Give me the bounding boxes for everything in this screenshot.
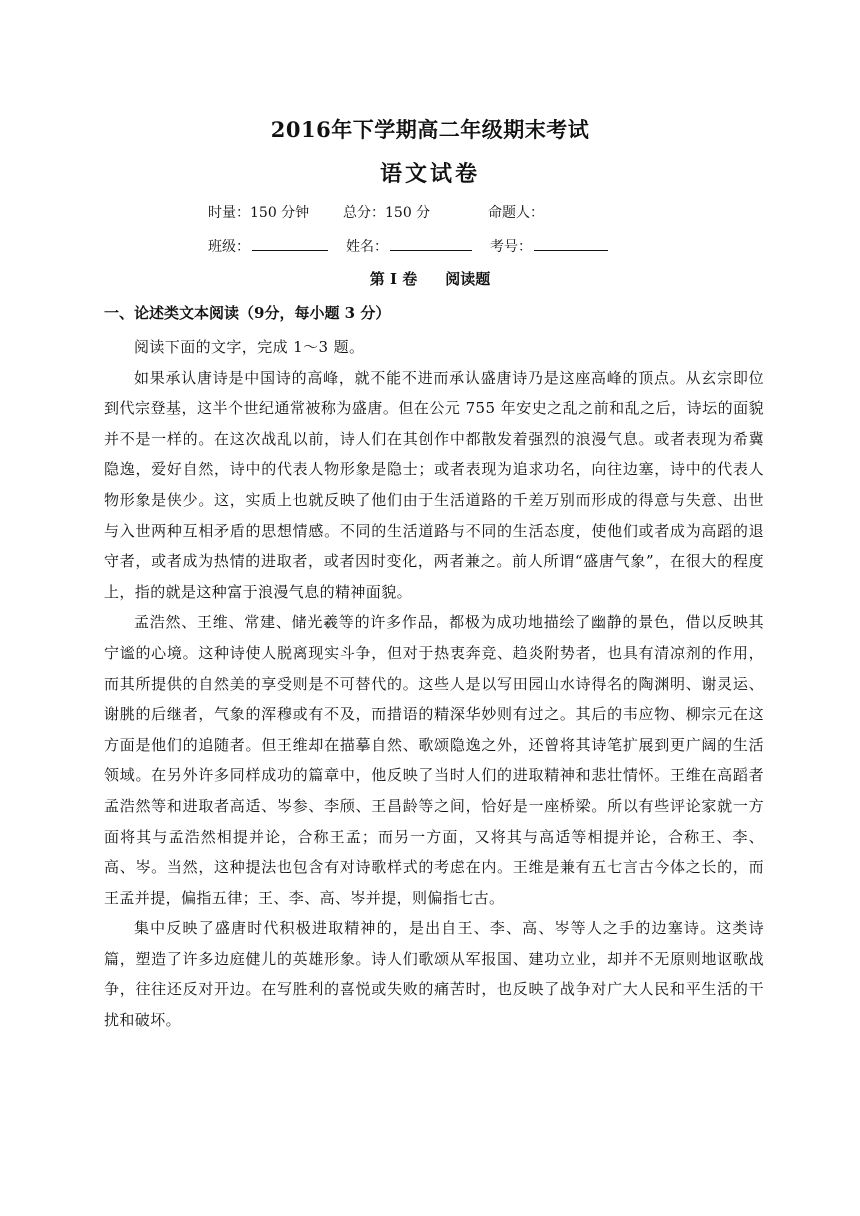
- exam-title: 2016年下学期高二年级期末考试: [270, 117, 590, 142]
- name-field[interactable]: [346, 236, 472, 256]
- time-limit: 时量：150 分钟: [208, 205, 310, 221]
- section-header: [0, 268, 860, 289]
- question-heading: 一、论述类文本阅读（9分，每小题 3 分）: [104, 304, 391, 322]
- passage-paragraph: 集中反映了盛唐时代积极进取精神的，是出自王、李、高、岑等人之手的边塞诗。这类诗篇，塑造了许多边庭健儿的英雄形象。诗人们歌颂从军报国、建功立业，却并不无原则地讴歌战争，往往还反对开边。在写胜利的喜悦或失败的痛苦时，也反映了战争对广大人民和平生活的干扰和破坏。: [104, 919, 764, 1030]
- volume-label: 第 I 卷: [369, 270, 418, 288]
- class-field[interactable]: [208, 236, 328, 256]
- reading-passage: [104, 332, 764, 1036]
- class-label: 班级：: [208, 239, 250, 255]
- instruction-paragraph: 阅读下面的文字，完成 1～3 题。: [134, 338, 365, 356]
- exam-subtitle: 语文试卷: [379, 161, 480, 187]
- class-blank[interactable]: [252, 236, 328, 251]
- name-label: 姓名：: [346, 239, 388, 255]
- section-title: 阅读题: [445, 270, 491, 288]
- number-field[interactable]: [490, 236, 608, 256]
- number-label: 考号：: [490, 239, 532, 255]
- total-score: 总分：150 分: [343, 205, 431, 221]
- number-blank[interactable]: [534, 236, 608, 251]
- name-blank[interactable]: [390, 236, 472, 251]
- author-label: 命题人：: [488, 205, 544, 221]
- passage-paragraph: 孟浩然、王维、常建、储光羲等的许多作品，都极为成功地描绘了幽静的景色，借以反映其宁谧的心境。这种诗使人脱离现实斗争，但对于热衷奔竞、趋炎附势者，也具有清凉剂的作用，而其所提供的自然美的享受则是不可替代的。这些人是以写田园山水诗得名的陶渊明、谢灵运、谢朓的后继者，气象的浑穆或有不及，而措语的精深华妙则有过之。其后的韦应物、柳宗元在这方面是他们的追随者。但王维却在描摹自然、歌颂隐逸之外，还曾将其诗笔扩展到更广阔的生活领域。在另外许多同样成功的篇章中，他反映了当时人们的进取精神和悲壮情怀。王维在高蹈者孟浩然等和进取者高适、岑参、李颀、王昌龄等之间，恰好是一座桥梁。所以有些评论家就一方面将其与孟浩然相提并论，合称王孟；而另一方面，又将其与高适等相提并论，合称王、李、高、岑。当然，这种提法也包含有对诗歌样式的考虑在内。王维是兼有五七言古今体之长的，而王孟并提，偏指五律；王、李、高、岑并提，则偏指七古。: [104, 613, 764, 907]
- passage-paragraph: 如果承认唐诗是中国诗的高峰，就不能不进而承认盛唐诗乃是这座高峰的顶点。从玄宗即位到代宗登基，这半个世纪通常被称为盛唐。但在公元 755 年安史之乱之前和乱之后，诗坛的面貌并不是一样的。在这次战乱以前，诗人们在其创作中都散发着强烈的浪漫气息。或者表现为希冀隐逸，爱好自然，诗中的代表人物形象是隐士；或者表现为追求功名，向往边塞，诗中的代表人物形象是侠少。这，实质上也就反映了他们由于生活道路的千差万别而形成的得意与失意、出世与入世两种互相矛盾的思想情感。不同的生活道路与不同的生活态度，使他们或者成为高蹈的退守者，或者成为热情的进取者，或者因时变化，两者兼之。前人所谓“盛唐气象”，在很大的程度上，指的就是这种富于浪漫气息的精神面貌。: [104, 368, 764, 601]
